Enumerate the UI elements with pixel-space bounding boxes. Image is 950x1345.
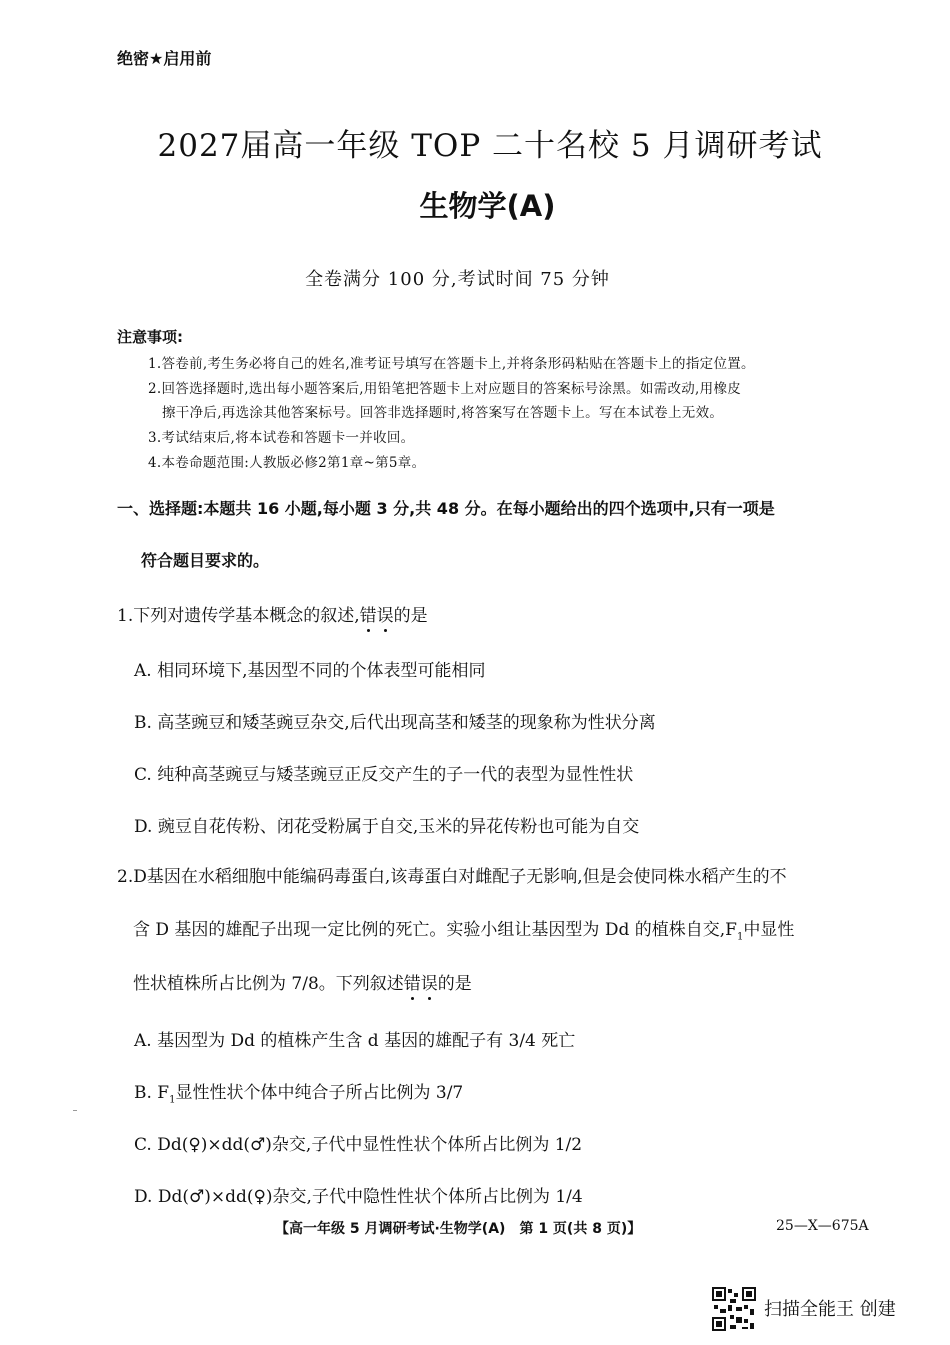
note-item-1: 1.答卷前,考生务必将自己的姓名,准考证号填写在答题卡上,并将条形码粘贴在答题卡上的指定位置。 [148, 356, 755, 372]
notes-heading: 注意事项: [117, 328, 183, 346]
question-1-option-d: D. 豌豆自花传粉、闭花受粉属于自交,玉米的异花传粉也可能为自交 [134, 817, 640, 837]
confidential-label: 绝密★启用前 [117, 49, 212, 68]
note-item-4: 4.本卷命题范围:人教版必修2第1章~第5章。 [148, 455, 426, 471]
exam-code: 25—X—675A [776, 1218, 869, 1234]
subscript: 1 [736, 931, 744, 943]
question-2-option-a: A. 基因型为 Dd 的植株产生含 d 基因的雄配子有 3/4 死亡 [134, 1031, 576, 1051]
qr-code-icon [712, 1287, 756, 1331]
note-item-2-cont: 擦干净后,再选涂其他答案标号。回答非选择题时,将答案写在答题卡上。写在本试卷上无效。 [162, 405, 724, 421]
page-footer: 【高一年级 5 月调研考试·生物学(A) 第 1 页(共 8 页)】 [275, 1221, 642, 1237]
question-1-stem [117, 601, 428, 626]
scanner-watermark: 扫描全能王 创建 [764, 1299, 896, 1320]
question-1-option-a: A. 相同环境下,基因型不同的个体表型可能相同 [134, 661, 486, 681]
subject-title: 生物学(A) [419, 189, 556, 223]
question-2-stem-line-2-end: 中显性 [743, 920, 795, 940]
section-heading: 一、选择题:本题共 16 小题,每小题 3 分,共 48 分。在每小题给出的四个选项中,只有一项是 [117, 499, 775, 518]
question-1-stem-text: 1.下列对遗传学基本概念的叙述, [117, 606, 360, 626]
note-item-2: 2.回答选择题时,选出每小题答案后,用铅笔把答题卡上对应题目的答案标号涂黑。如需改动,用橡皮 [148, 381, 742, 397]
question-2-option-b-text: B. F [134, 1083, 170, 1103]
scan-mark [73, 1110, 77, 1111]
question-2-stem-line-3-end: 的是 [437, 974, 472, 994]
question-2-stem-line-3-text: 性状植株所占比例为 7/8。下列叙述 [133, 974, 404, 994]
question-1-stem-end: 的是 [393, 606, 428, 626]
question-2-option-b-end: 显性性状个体中纯合子所占比例为 3/7 [175, 1083, 464, 1103]
question-2-stem-line-2-text: 含 D 基因的雄配子出现一定比例的死亡。实验小组让基因型为 Dd 的植株自交,F [133, 920, 737, 940]
emphasis-char: 误 [421, 969, 438, 994]
subscript: 1 [169, 1094, 176, 1106]
question-2-option-b [134, 1078, 463, 1105]
section-heading-cont: 符合题目要求的。 [141, 551, 270, 570]
question-1-option-b: B. 高茎豌豆和矮茎豌豆杂交,后代出现高茎和矮茎的现象称为性状分离 [134, 713, 656, 733]
question-1-option-c: C. 纯种高茎豌豆与矮茎豌豆正反交产生的子一代的表型为显性性状 [134, 765, 634, 785]
question-2-option-d: D. Dd(♂)×dd(♀)杂交,子代中隐性性状个体所占比例为 1/4 [134, 1187, 583, 1207]
question-2-stem-line-2 [133, 915, 794, 942]
question-2-option-c: C. Dd(♀)×dd(♂)杂交,子代中显性性状个体所占比例为 1/2 [134, 1135, 583, 1155]
exam-title: 2027届高一年级 TOP 二十名校 5 月调研考试 [157, 128, 823, 164]
emphasis-char: 误 [377, 601, 394, 626]
emphasis-char: 错 [360, 601, 377, 626]
emphasis-char: 错 [404, 969, 421, 994]
note-item-3: 3.考试结束后,将本试卷和答题卡一并收回。 [148, 430, 415, 446]
question-2-stem-line-3 [133, 969, 472, 994]
question-2-stem-line-1: 2.D基因在水稻细胞中能编码毒蛋白,该毒蛋白对雌配子无影响,但是会使同株水稻产生的不 [117, 867, 787, 887]
exam-info: 全卷满分 100 分,考试时间 75 分钟 [305, 269, 610, 290]
